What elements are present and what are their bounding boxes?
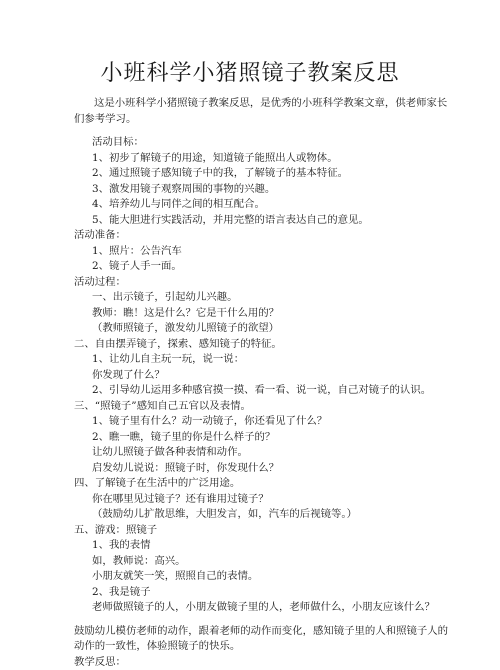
body-line: 五、游戏：照镜子 [74,523,434,539]
body-line: 四、了解镜子在生活中的广泛用途。 [74,476,434,492]
body-line: 2、通过照镜子感知镜子中的我，了解镜子的基本特征。 [74,166,434,182]
body-line: 老师做照镜子的人，小朋友做镜子里的人，老师做什么，小朋友应该什么？ [74,600,434,616]
body-line: 三、“照镜子”感知自己五官以及表情。 [74,399,434,415]
body-line: 1、镜子里有什么？动一动镜子，你还看见了什么？ [74,414,434,430]
body-line: 动作的一致性，体验照镜子的快乐。 [74,639,434,655]
body-line: 启发幼儿说说：照镜子时，你发现什么？ [74,461,434,477]
body-line: 活动准备： [74,228,434,244]
paragraph-gap [74,127,434,135]
body-line: （鼓励幼儿扩散思维，大胆发言，如，汽车的后视镜等。） [74,507,434,523]
body-line: 活动过程： [74,275,434,291]
body-line: 1、让幼儿自主玩一玩，说一说： [74,352,434,368]
document-title: 小班科学小猪照镜子教案反思 [0,60,500,88]
body-line: 小朋友就笑一笑，照照自己的表情。 [74,569,434,585]
body-line: 让幼儿照镜子做各种表情和动作。 [74,445,434,461]
body-line: 5、能大胆进行实践活动，并用完整的语言表达自己的意见。 [74,213,434,229]
body-line: 3、激发用镜子观察周围的事物的兴趣。 [74,182,434,198]
document-body [74,96,434,670]
body-line: 鼓励幼儿模仿老师的动作，跟着老师的动作而变化，感知镜子里的人和照镜子人的 [74,624,434,640]
body-line: 如，教师说：高兴。 [74,554,434,570]
body-line: 你在哪里见过镜子？还有谁用过镜子？ [74,492,434,508]
intro-line: 们参考学习。 [74,112,434,128]
body-line: 1、照片：公告汽车 [74,244,434,260]
body-line: 二、自由摆弄镜子，探索、感知镜子的特征。 [74,337,434,353]
body-line: 1、初步了解镜子的用途，知道镜子能照出人或物体。 [74,151,434,167]
body-line: 2、我是镜子 [74,585,434,601]
body-line: 教师：瞧！这是什么？它是干什么用的？ [74,306,434,322]
body-line: （教师照镜子，激发幼儿照镜子的欲望） [74,321,434,337]
body-line: 活动目标： [74,135,434,151]
body-line: 2、引导幼儿运用多种感官摸一摸、看一看、说一说，自己对镜子的认识。 [74,383,434,399]
body-line: 2、镜子人手一面。 [74,259,434,275]
intro-line: 这是小班科学小猪照镜子教案反思，是优秀的小班科学教案文章，供老师家长 [74,96,434,112]
body-line: 4、培养幼儿与同伴之间的相互配合。 [74,197,434,213]
body-line: 1、我的表情 [74,538,434,554]
paragraph-gap [74,616,434,624]
body-line: 教学反思： [74,655,434,670]
body-line: 2、瞧一瞧，镜子里的你是什么样子的？ [74,430,434,446]
body-line: 一、出示镜子，引起幼儿兴趣。 [74,290,434,306]
body-line: 你发现了什么？ [74,368,434,384]
